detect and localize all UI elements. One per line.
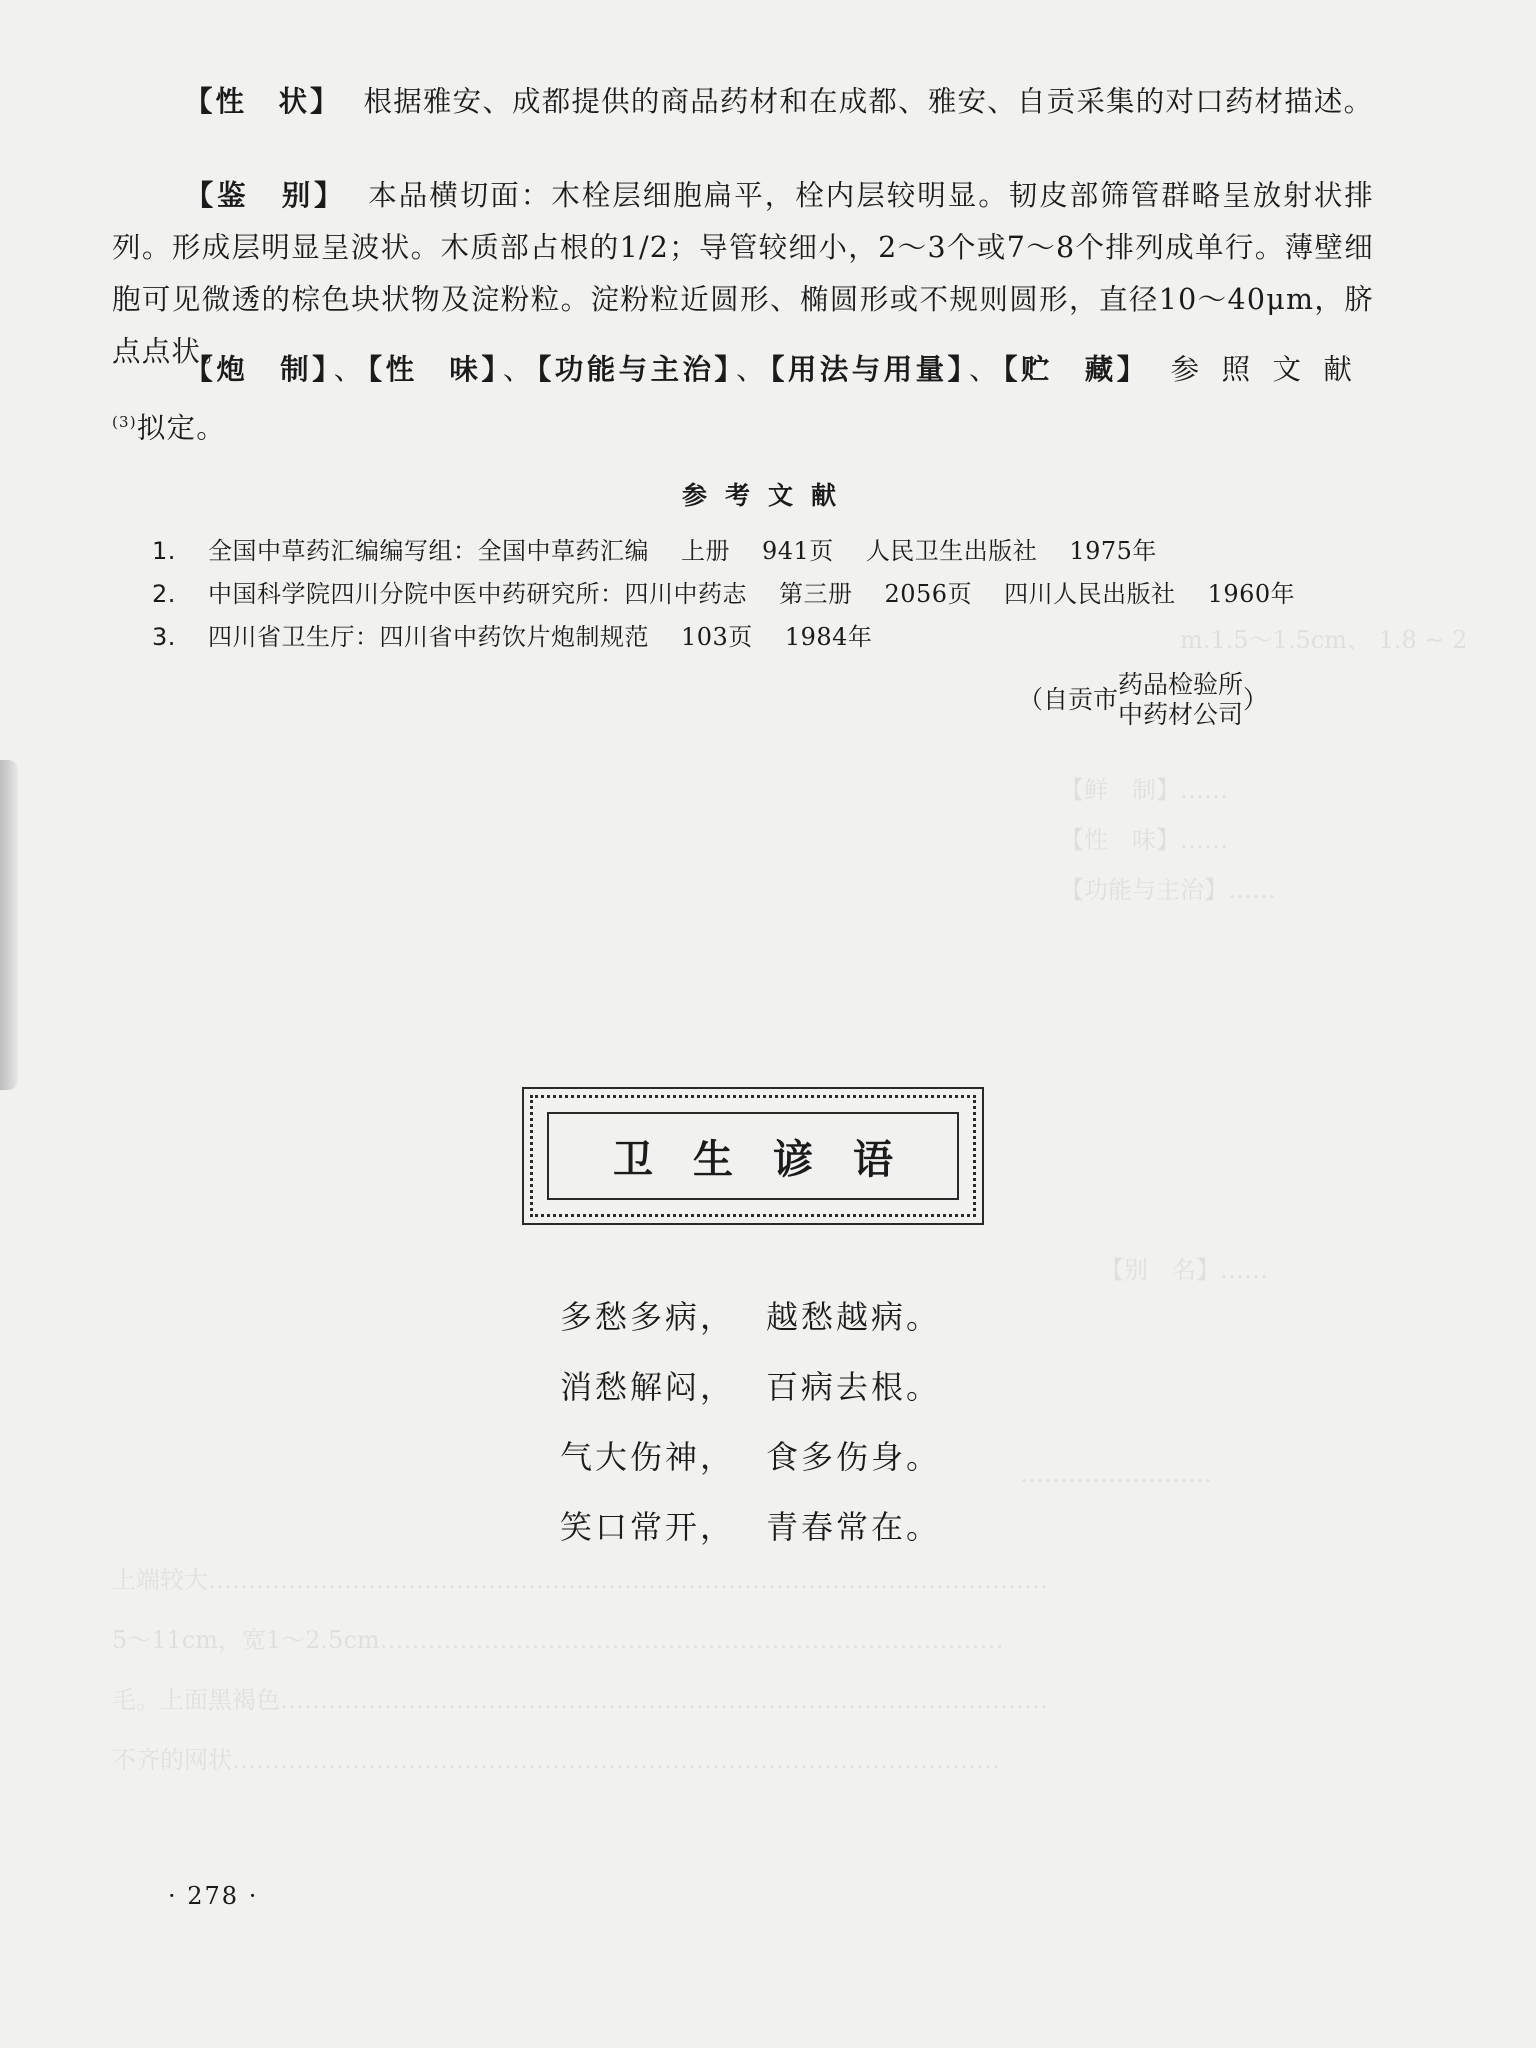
proverb-second-half: 青春常在。 <box>766 1508 942 1546</box>
reference-part: 上册 <box>681 537 730 565</box>
proverb-first-half: 消愁解闷， <box>560 1368 736 1406</box>
bleed-through-text: 上端较大…………………………………………………………………………………………… <box>112 1566 1048 1594</box>
section-label-identification: 【鉴 别】 <box>184 179 347 212</box>
page-number: · 278 · <box>168 1882 259 1910</box>
attribution-prefix: （自贡市 <box>1018 685 1119 714</box>
proverb-second-half: 百病去根。 <box>766 1368 942 1406</box>
section-text-identification: 本品横切面：木栓层细胞扁平，栓内层较明显。韧皮部筛管群略呈放射状排列。形成层明显呈波状。木质部占根的1/2；导管较细小，2～3个或7～8个排列成单行。薄壁细胞可见微透的棕色块状物及淀粉粒。淀粉粒近圆形、椭圆形或不规则圆形，直径10～40μm，脐点点状。 <box>112 179 1374 368</box>
reference-item <box>152 573 1392 616</box>
reference-part: 人民卫生出版社 <box>865 537 1038 565</box>
proverb-first-half: 气大伤神， <box>560 1438 736 1476</box>
decorative-title-frame <box>530 1095 976 1217</box>
bleed-through-text: 【鲜 制】…… <box>1060 776 1228 804</box>
separator: 、 <box>969 353 1000 386</box>
reference-part: 2056页 <box>884 580 973 608</box>
section-label-taste: 【性 味】 <box>367 353 500 386</box>
reference-item <box>152 616 1392 659</box>
bleed-through-text: 【功能与主治】…… <box>1060 876 1276 904</box>
proverb-first-half: 笑口常开， <box>560 1508 736 1546</box>
separator: 、 <box>333 353 364 386</box>
attribution-line-1: 药品检验所 <box>1118 670 1244 699</box>
section-text-characteristics: 根据雅安、成都提供的商品药材和在成都、雅安、自贡采集的对口药材描述。 <box>363 85 1374 118</box>
reference-part: 1975年 <box>1069 537 1157 565</box>
reference-number: 1. <box>152 537 176 565</box>
proverb-second-half: 越愁越病。 <box>766 1298 942 1336</box>
section-label-processing: 【炮 制】 <box>184 353 330 386</box>
paragraph-characteristics <box>112 76 1374 128</box>
proverb-line <box>560 1282 941 1352</box>
proverb-second-half: 食多伤身。 <box>766 1438 942 1476</box>
proverb-line <box>560 1422 941 1492</box>
title-frame-inner <box>547 1112 959 1200</box>
bleed-through-text: 【性 味】…… <box>1060 826 1228 854</box>
proverb-first-half: 多愁多病， <box>560 1298 736 1336</box>
proverb-line <box>560 1492 941 1562</box>
reference-part: 1960年 <box>1207 580 1296 608</box>
bleed-through-text: 不齐的网状…………………………………………………………………………………… <box>112 1746 1000 1774</box>
proverb-section-title: 卫生谚语 <box>613 1136 933 1183</box>
attribution-stack <box>1118 670 1243 730</box>
section-label-usage: 【用法与用量】 <box>770 353 966 386</box>
binding-edge <box>0 760 18 1090</box>
bleed-through-text: 毛。上面黑褐色…………………………………………………………………………………… <box>112 1686 1048 1714</box>
reference-mark: (3) <box>112 413 137 431</box>
reference-part: 全国中草药汇编编写组：全国中草药汇编 <box>208 537 649 565</box>
reference-part: 941页 <box>762 537 834 565</box>
reference-part: 四川省卫生厅：四川省中药饮片炮制规范 <box>208 623 649 651</box>
references-title: 参考文献 <box>681 481 854 510</box>
reference-item <box>152 530 1392 573</box>
section-label-characteristics: 【性 状】 <box>184 85 342 118</box>
paragraph-processing <box>112 344 1374 455</box>
bleed-through-text: …………………… <box>1020 1460 1212 1488</box>
section-text-end: 拟定。 <box>136 411 226 445</box>
attribution-line-2: 中药材公司 <box>1118 700 1244 729</box>
bleed-through-text: 【别 名】…… <box>1100 1256 1268 1284</box>
section-text-reference: 参照文献 <box>1170 353 1374 386</box>
section-label-function: 【功能与主治】 <box>537 353 733 386</box>
reference-part: 四川人民出版社 <box>1004 580 1176 608</box>
bleed-through-text: m.1.5～1.5cm、 1.8 ~ 2 <box>1180 626 1468 654</box>
section-label-storage: 【贮 藏】 <box>1003 353 1149 386</box>
reference-part: 103页 <box>681 623 753 651</box>
attribution-suffix: ） <box>1243 685 1269 714</box>
attribution <box>1018 670 1268 730</box>
separator: 、 <box>736 353 767 386</box>
reference-number: 3. <box>152 623 176 651</box>
proverb-line <box>560 1352 941 1422</box>
separator: 、 <box>503 353 534 386</box>
references-list <box>152 530 1392 659</box>
bleed-through-text: 5～11cm，宽1～2.5cm…………………………………………………………………… <box>112 1626 1004 1654</box>
reference-part: 第三册 <box>779 580 853 608</box>
reference-number: 2. <box>152 580 176 608</box>
proverb-list <box>560 1282 941 1562</box>
reference-part: 中国科学院四川分院中医中药研究所：四川中药志 <box>208 580 747 608</box>
reference-part: 1984年 <box>784 623 873 651</box>
